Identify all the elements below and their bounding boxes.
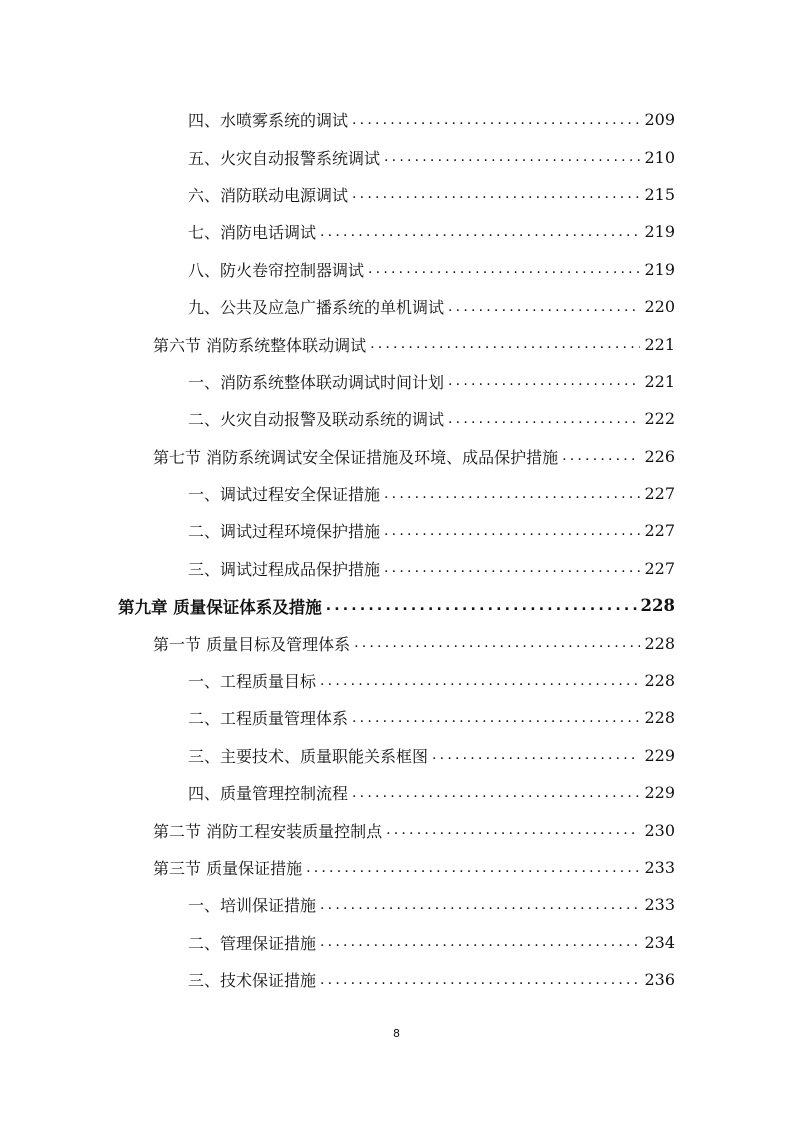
toc-entry-page: 209 — [644, 110, 675, 130]
toc-entry-page: 228 — [640, 596, 675, 616]
toc-subsection-entry[interactable] — [0, 886, 793, 923]
dot-leader — [370, 336, 640, 352]
table-of-contents — [0, 101, 793, 998]
toc-subsection-entry[interactable] — [0, 213, 793, 250]
toc-subsection-entry[interactable] — [0, 176, 793, 213]
toc-entry-page: 228 — [644, 708, 675, 728]
toc-entry-title: 一、工程质量目标 — [188, 672, 317, 692]
dot-leader — [354, 635, 640, 651]
toc-entry-content — [118, 594, 675, 618]
toc-entry-page: 227 — [644, 521, 675, 541]
toc-entry-page: 229 — [644, 783, 675, 803]
toc-subsection-entry[interactable] — [0, 774, 793, 811]
toc-entry-content — [188, 669, 675, 692]
toc-entry-content — [188, 295, 675, 318]
page-number: 8 — [393, 1027, 400, 1040]
toc-entry-page: 221 — [644, 371, 675, 391]
toc-entry-content — [188, 744, 675, 767]
toc-entry-content — [188, 706, 675, 729]
toc-entry-content — [188, 968, 675, 991]
toc-entry-title: 一、培训保证措施 — [188, 896, 317, 916]
toc-entry-page: 215 — [644, 184, 675, 204]
dot-leader — [384, 523, 640, 539]
toc-subsection-entry[interactable] — [0, 288, 793, 325]
dot-leader — [448, 299, 640, 315]
toc-entry-content — [153, 445, 675, 468]
dot-leader — [384, 149, 640, 165]
toc-entry-page: 233 — [644, 858, 675, 877]
toc-entry-title: 二、工程质量管理体系 — [188, 709, 349, 729]
toc-entry-title: 七、消防电话调试 — [188, 223, 317, 243]
toc-subsection-entry[interactable] — [0, 550, 793, 587]
toc-section-entry[interactable] — [0, 624, 793, 661]
toc-subsection-entry[interactable] — [0, 699, 793, 736]
toc-entry-title: 第九章 质量保证体系及措施 — [118, 597, 322, 617]
toc-entry-title: 第六节 消防系统整体联动调试 — [153, 335, 367, 355]
toc-entry-title: 三、技术保证措施 — [188, 971, 317, 991]
toc-entry-title: 第二节 消防工程安装质量控制点 — [153, 821, 383, 841]
toc-section-entry[interactable] — [0, 325, 793, 362]
toc-entry-title: 二、火灾自动报警及联动系统的调试 — [188, 410, 445, 430]
toc-entry-page: 233 — [644, 895, 675, 915]
toc-entry-title: 第七节 消防系统调试安全保证措施及环境、成品保护措施 — [153, 447, 559, 467]
dot-leader — [320, 934, 640, 950]
toc-entry-content — [188, 183, 675, 206]
toc-entry-content — [188, 931, 675, 954]
dot-leader — [448, 373, 640, 389]
toc-entry-content — [188, 108, 675, 131]
toc-entry-page: 236 — [644, 970, 675, 990]
toc-entry-page: 227 — [644, 484, 675, 504]
toc-chapter-entry[interactable] — [0, 587, 793, 624]
toc-entry-page: 228 — [644, 671, 675, 691]
dot-leader — [352, 186, 640, 202]
toc-subsection-entry[interactable] — [0, 251, 793, 288]
toc-entry-page: 222 — [644, 409, 675, 429]
toc-entry-content — [188, 220, 675, 243]
toc-subsection-entry[interactable] — [0, 101, 793, 138]
toc-entry-title: 一、消防系统整体联动调试时间计划 — [188, 372, 445, 392]
dot-leader — [448, 411, 640, 427]
dot-leader — [320, 224, 640, 240]
toc-entry-page: 228 — [644, 633, 675, 653]
dot-leader — [562, 448, 640, 464]
toc-entry-title: 二、调试过程环境保护措施 — [188, 522, 381, 542]
toc-entry-title: 四、水喷雾系统的调试 — [188, 111, 349, 131]
toc-entry-content — [153, 632, 675, 655]
toc-entry-page: 221 — [644, 334, 675, 354]
toc-subsection-entry[interactable] — [0, 138, 793, 175]
toc-entry-page: 229 — [644, 745, 675, 765]
toc-entry-title: 九、公共及应急广播系统的单机调试 — [188, 298, 445, 318]
toc-entry-content — [188, 893, 675, 916]
toc-entry-title: 四、质量管理控制流程 — [188, 784, 349, 804]
dot-leader — [352, 785, 640, 801]
toc-entry-page: 210 — [644, 147, 675, 167]
dot-leader — [320, 972, 640, 988]
toc-subsection-entry[interactable] — [0, 400, 793, 437]
toc-entry-title: 三、主要技术、质量职能关系框图 — [188, 746, 429, 766]
dot-leader — [368, 261, 640, 277]
toc-entry-content — [188, 370, 675, 393]
toc-entry-content — [188, 519, 675, 542]
toc-entry-title: 二、管理保证措施 — [188, 933, 317, 953]
toc-entry-title: 六、消防联动电源调试 — [188, 185, 349, 205]
toc-entry-content — [188, 482, 675, 505]
toc-subsection-entry[interactable] — [0, 737, 793, 774]
toc-entry-content — [188, 258, 675, 281]
dot-leader — [306, 860, 640, 876]
toc-entry-content — [188, 407, 675, 430]
toc-entry-page: 226 — [644, 446, 675, 466]
toc-entry-title: 第三节 质量保证措施 — [153, 859, 303, 878]
dot-leader — [326, 598, 637, 614]
dot-leader — [384, 560, 640, 576]
toc-subsection-entry[interactable] — [0, 363, 793, 400]
toc-entry-title: 五、火灾自动报警系统调试 — [188, 148, 381, 168]
toc-entry-content — [153, 333, 675, 356]
dot-leader — [432, 747, 640, 763]
dot-leader — [352, 710, 640, 726]
dot-leader — [352, 112, 640, 128]
toc-entry-title: 八、防火卷帘控制器调试 — [188, 260, 365, 280]
dot-leader — [320, 673, 640, 689]
toc-subsection-entry[interactable] — [0, 961, 793, 998]
toc-entry-page: 219 — [644, 259, 675, 279]
toc-entry-page: 220 — [644, 297, 675, 317]
toc-entry-title: 一、调试过程安全保证措施 — [188, 485, 381, 505]
toc-section-entry[interactable] — [0, 849, 793, 886]
toc-entry-page: 227 — [644, 558, 675, 578]
toc-subsection-entry[interactable] — [0, 924, 793, 961]
toc-entry-page: 230 — [644, 820, 675, 840]
toc-subsection-entry[interactable] — [0, 475, 793, 512]
toc-subsection-entry[interactable] — [0, 512, 793, 549]
dot-leader — [384, 486, 640, 502]
toc-section-entry[interactable] — [0, 438, 793, 475]
toc-entry-content — [188, 781, 675, 804]
toc-entry-content — [153, 856, 675, 879]
dot-leader — [320, 897, 640, 913]
toc-entry-content — [188, 557, 675, 580]
toc-subsection-entry[interactable] — [0, 662, 793, 699]
toc-entry-content — [188, 146, 675, 169]
toc-entry-title: 三、调试过程成品保护措施 — [188, 559, 381, 579]
toc-entry-page: 234 — [644, 932, 675, 952]
toc-entry-title: 第一节 质量目标及管理体系 — [153, 634, 351, 654]
toc-section-entry[interactable] — [0, 811, 793, 848]
toc-entry-content — [153, 819, 675, 842]
dot-leader — [386, 822, 640, 838]
toc-entry-page: 219 — [644, 222, 675, 242]
